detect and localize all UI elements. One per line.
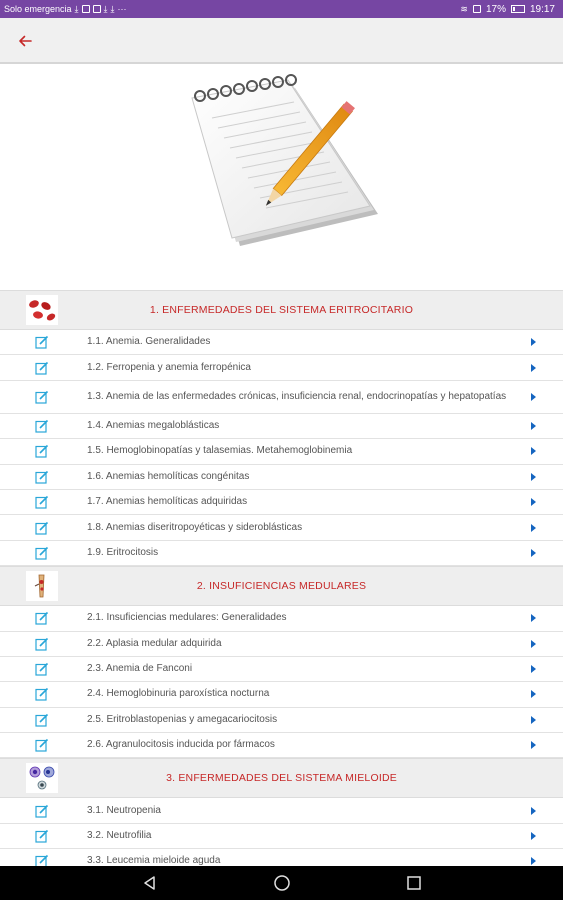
- section-header-3[interactable]: [0, 758, 563, 798]
- list-item-label: 2.4. Hemoglobinuria paroxística nocturna: [87, 688, 270, 700]
- list-item[interactable]: [0, 708, 563, 733]
- edit-icon: [35, 495, 49, 509]
- list-item[interactable]: [0, 824, 563, 849]
- message-icon: [82, 5, 90, 13]
- list-item-label: 1.8. Anemias diseritropoyéticas y sideroblásticas: [87, 521, 303, 533]
- edit-icon: [35, 662, 49, 676]
- myeloid-cells-image: [27, 764, 57, 792]
- list-item[interactable]: [0, 381, 563, 414]
- edit-icon: [35, 390, 49, 404]
- list-item-label: 2.6. Agranulocitosis inducida por fármacos: [87, 739, 275, 751]
- edit-icon: [35, 738, 49, 752]
- bone-marrow-image: [30, 572, 54, 600]
- list-item[interactable]: [0, 414, 563, 439]
- edit-icon: [35, 521, 49, 535]
- list-item-label: 3.3. Leucemia mieloide aguda: [87, 855, 221, 866]
- status-bar: [0, 0, 563, 18]
- myeloid-cells-icon: [26, 763, 58, 793]
- list-item-label: 2.5. Eritroblastopenias y amegacariocitosis: [87, 713, 278, 725]
- list-item-label: 1.9. Eritrocitosis: [87, 546, 159, 558]
- app-bar: [0, 18, 563, 64]
- list-item[interactable]: [0, 355, 563, 380]
- section-header-2[interactable]: [0, 566, 563, 606]
- download-icon: ⤓: [103, 3, 108, 14]
- chevron-right-icon: [531, 338, 536, 346]
- list-item[interactable]: [0, 541, 563, 566]
- edit-icon: [35, 419, 49, 433]
- section-title: 3. ENFERMEDADES DEL SISTEMA MIELOIDE: [166, 772, 397, 785]
- list-item-label: 3.2. Neutrofilia: [87, 830, 152, 842]
- chevron-right-icon: [531, 690, 536, 698]
- download-icon: ⤓: [110, 3, 115, 14]
- section-title: 2. INSUFICIENCIAS MEDULARES: [196, 580, 367, 593]
- chevron-right-icon: [531, 614, 536, 622]
- edit-icon: [35, 637, 49, 651]
- hero-banner: [0, 66, 563, 290]
- edit-icon: [35, 335, 49, 349]
- chevron-right-icon: [531, 665, 536, 673]
- list-item-label: 2.2. Aplasia medular adquirida: [87, 637, 222, 649]
- edit-icon: [35, 713, 49, 727]
- list-item-label: 1.2. Ferropenia y anemia ferropénica: [87, 361, 251, 373]
- section-title: 1. ENFERMEDADES DEL SISTEMA ERITROCITARIO: [149, 304, 414, 316]
- list-item[interactable]: [0, 632, 563, 657]
- red-blood-cells-image: [26, 296, 58, 324]
- list-item-label: 1.5. Hemoglobinopatías y talasemias. Metahemoglobinemia: [87, 445, 353, 457]
- chevron-right-icon: [531, 549, 536, 557]
- download-icon: ⤓: [74, 3, 79, 14]
- list-item[interactable]: [0, 330, 563, 355]
- chevron-right-icon: [531, 393, 536, 401]
- list-item-label: 2.1. Insuficiencias medulares: Generalidades: [87, 612, 287, 624]
- list-item-label: 1.7. Anemias hemolíticas adquiridas: [87, 496, 248, 508]
- carrier-text: Solo emergencia: [4, 4, 72, 14]
- list-item[interactable]: [0, 849, 563, 866]
- list-item[interactable]: [0, 798, 563, 823]
- clock: 19:17: [529, 3, 555, 15]
- edit-icon: [35, 829, 49, 843]
- list-item-label: 1.6. Anemias hemolíticas congénitas: [87, 470, 250, 482]
- list-item-label: 1.4. Anemias megaloblásticas: [87, 419, 220, 431]
- chevron-right-icon: [531, 832, 536, 840]
- chapter-list: [0, 290, 563, 866]
- status-bar-right: [460, 4, 555, 15]
- list-item-label: 1.1. Anemia. Generalidades: [87, 336, 211, 348]
- list-item-label: 2.3. Anemia de Fanconi: [87, 663, 193, 675]
- list-item[interactable]: [0, 490, 563, 515]
- edit-icon: [35, 804, 49, 818]
- nav-home-button[interactable]: [270, 871, 294, 895]
- chevron-right-icon: [531, 422, 536, 430]
- edit-icon: [35, 470, 49, 484]
- edit-icon: [35, 854, 49, 866]
- list-item[interactable]: [0, 439, 563, 464]
- chevron-right-icon: [531, 807, 536, 815]
- list-item[interactable]: [0, 515, 563, 540]
- bone-marrow-icon: [26, 571, 58, 601]
- notepad-pencil-icon: [180, 74, 385, 254]
- section-header-1[interactable]: [0, 290, 563, 330]
- list-item[interactable]: [0, 465, 563, 490]
- system-navigation-bar: [0, 866, 563, 900]
- back-button[interactable]: [14, 30, 36, 52]
- arrow-left-icon: [18, 34, 32, 48]
- square-recents-icon: [406, 875, 422, 891]
- wifi-icon: ≋: [460, 3, 468, 14]
- chevron-right-icon: [531, 524, 536, 532]
- triangle-back-icon: [142, 875, 158, 891]
- edit-icon: [35, 611, 49, 625]
- chevron-right-icon: [531, 447, 536, 455]
- chevron-right-icon: [531, 364, 536, 372]
- chevron-right-icon: [531, 640, 536, 648]
- chevron-right-icon: [531, 716, 536, 724]
- list-item[interactable]: [0, 657, 563, 682]
- more-icon: ···: [117, 3, 127, 14]
- edit-icon: [35, 687, 49, 701]
- list-item[interactable]: [0, 682, 563, 707]
- list-item[interactable]: [0, 733, 563, 758]
- edit-icon: [35, 361, 49, 375]
- circle-home-icon: [273, 874, 291, 892]
- nfc-icon: [473, 5, 481, 13]
- red-blood-cells-icon: [26, 295, 58, 325]
- battery-icon: [511, 5, 525, 13]
- battery-percent: 17%: [485, 3, 506, 15]
- chevron-right-icon: [531, 473, 536, 481]
- status-bar-left: [4, 4, 127, 14]
- edit-icon: [35, 444, 49, 458]
- chevron-right-icon: [531, 857, 536, 865]
- nav-back-button[interactable]: [138, 871, 162, 895]
- list-item[interactable]: [0, 606, 563, 631]
- list-item-label: 3.1. Neutropenia: [87, 804, 161, 816]
- image-icon: [93, 5, 101, 13]
- chevron-right-icon: [531, 741, 536, 749]
- list-item-label: 1.3. Anemia de las enfermedades crónicas, insuficiencia renal, endocrinopatías y hepatopatías: [87, 390, 507, 402]
- chevron-right-icon: [531, 498, 536, 506]
- edit-icon: [35, 546, 49, 560]
- nav-recents-button[interactable]: [402, 871, 426, 895]
